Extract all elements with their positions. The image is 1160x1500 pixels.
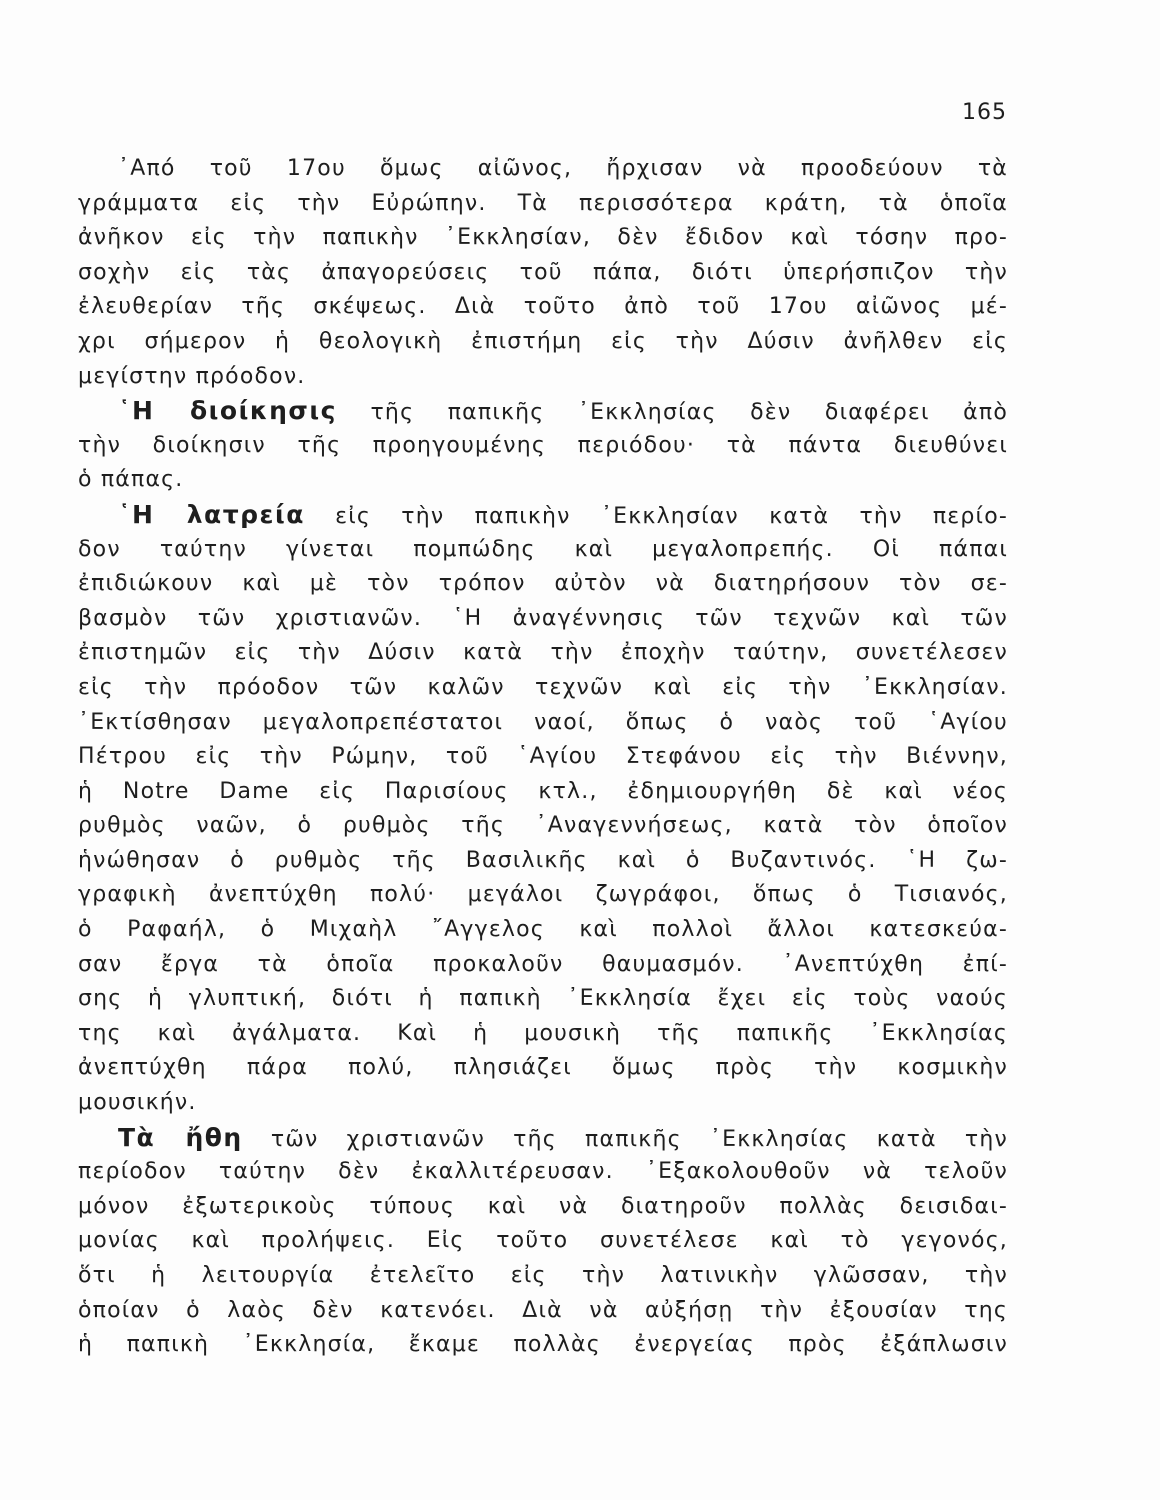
text-run: τῆς παπικῆς ᾿Εκκλησίας δὲν διαφέρει ἀπὸ	[336, 400, 1008, 426]
text-line	[78, 394, 1008, 429]
paragraph-administration	[78, 394, 1008, 498]
paragraph-morals	[78, 1121, 1008, 1363]
text-line: μουσικήν.	[78, 1090, 197, 1116]
section-heading: Τὰ ἤθη	[118, 1122, 243, 1152]
text-line: ἐλευθερίαν τῆς σκέψεως. Διὰ τοῦτο ἀπὸ τοῦ 17ου αἰῶνος μέ-	[78, 294, 1008, 320]
text-line: σοχὴν εἰς τὰς ἀπαγορεύσεις τοῦ πάπα, διότι ὑπερήσπιζον τὴν	[78, 259, 1008, 285]
page-number: 165	[962, 100, 1007, 125]
text-line: ἡνώθησαν ὁ ρυθμὸς τῆς Βασιλικῆς καὶ ὁ Βυζαντινός. ῾Η ζω-	[78, 847, 1008, 873]
text-line: της καὶ ἀγάλματα. Καὶ ἡ μουσικὴ τῆς παπικῆς ᾿Εκκλησίας	[78, 1020, 1008, 1046]
text-line: περίοδον ταύτην δὲν ἐκαλλιτέρευσαν. ᾿Εξακολουθοῦν νὰ τελοῦν	[78, 1159, 1008, 1185]
body-text	[78, 152, 1008, 1363]
text-line: δον ταύτην γίνεται πομπώδης καὶ μεγαλοπρεπής. Οἱ πάπαι	[78, 536, 1008, 562]
text-line: σης ἡ γλυπτική, διότι ἡ παπικὴ ᾿Εκκλησία ἔχει εἰς τοὺς ναούς	[78, 986, 1008, 1012]
text-line: ἀνεπτύχθη πάρα πολύ, πλησιάζει ὅμως πρὸς τὴν κοσμικὴν	[78, 1055, 1008, 1081]
text-line: ἡ παπικὴ ᾿Εκκλησία, ἔκαμε πολλὰς ἐνεργείας πρὸς ἐξάπλωσιν	[78, 1332, 1008, 1358]
section-heading: ῾Η λατρεία	[118, 499, 305, 529]
text-line: μόνον ἐξωτερικοὺς τύπους καὶ νὰ διατηροῦν πολλὰς δεισιδαι-	[78, 1193, 1008, 1219]
text-line: σαν ἔργα τὰ ὁποῖα προκαλοῦν θαυμασμόν. ᾿Ανεπτύχθη ἐπί-	[78, 951, 1008, 977]
text-line: μονίας καὶ προλήψεις. Εἰς τοῦτο συνετέλεσε καὶ τὸ γεγονός,	[78, 1228, 1008, 1254]
text-line: ὅτι ἡ λειτουργία ἐτελεῖτο εἰς τὴν λατινικὴν γλῶσσαν, τὴν	[78, 1263, 1008, 1288]
text-line: γραφικὴ ἀνεπτύχθη πολύ· μεγάλοι ζωγράφοι, ὅπως ὁ Τισιανός,	[78, 882, 1008, 908]
text-run: τῶν χριστιανῶν τῆς παπικῆς ᾿Εκκλησίας κατὰ τὴν	[242, 1126, 1008, 1152]
text-line: ὁποίαν ὁ λαὸς δὲν κατενόει. Διὰ νὰ αὐξήσῃ τὴν ἐξουσίαν της	[78, 1297, 1008, 1323]
text-line: ἀνῆκον εἰς τὴν παπικὴν ᾿Εκκλησίαν, δὲν ἔδιδον καὶ τόσην προ-	[78, 225, 1008, 251]
text-line: ἐπιδιώκουν καὶ μὲ τὸν τρόπον αὐτὸν νὰ διατηρήσουν τὸν σε-	[78, 571, 1008, 597]
text-line	[78, 498, 1008, 533]
text-line: ὁ Ραφαήλ, ὁ Μιχαὴλ ῎Αγγελος καὶ πολλοὶ ἄλλοι κατεσκεύα-	[78, 917, 1008, 943]
text-line: ἐπιστημῶν εἰς τὴν Δύσιν κατὰ τὴν ἐποχὴν ταύτην, συνετέλεσεν	[78, 640, 1008, 666]
text-line: ᾿Εκτίσθησαν μεγαλοπρεπέστατοι ναοί, ὅπως ὁ ναὸς τοῦ ῾Αγίου	[78, 709, 1008, 735]
text-line: βασμὸν τῶν χριστιανῶν. ῾Η ἀναγέννησις τῶν τεχνῶν καὶ τῶν	[78, 605, 1008, 631]
text-line	[78, 1121, 1008, 1156]
paragraph-worship	[78, 498, 1008, 1121]
text-line: Πέτρου εἰς τὴν Ρώμην, τοῦ ῾Αγίου Στεφάνου εἰς τὴν Βιέννην,	[78, 744, 1008, 770]
text-line: ἡ Notre Dame εἰς Παρισίους κτλ., ἐδημιουργήθη δὲ καὶ νέος	[78, 778, 1008, 804]
text-run: εἰς τὴν παπικὴν ᾿Εκκλησίαν κατὰ τὴν περίο-	[304, 503, 1008, 529]
text-line: τὴν διοίκησιν τῆς προηγουμένης περιόδου· τὰ πάντα διευθύνει	[78, 432, 1008, 458]
text-line: ὁ πάπας.	[78, 467, 184, 493]
text-line: χρι σήμερον ἡ θεολογικὴ ἐπιστήμη εἰς τὴν Δύσιν ἀνῆλθεν εἰς	[78, 328, 1008, 354]
text-line: γράμματα εἰς τὴν Εὐρώπην. Τὰ περισσότερα κράτη, τὰ ὁποῖα	[78, 190, 1008, 216]
text-line: ρυθμὸς ναῶν, ὁ ρυθμὸς τῆς ᾿Αναγεννήσεως, κατὰ τὸν ὁποῖον	[78, 813, 1008, 839]
section-heading: ῾Η διοίκησις	[118, 396, 337, 426]
text-line: εἰς τὴν πρόοδον τῶν καλῶν τεχνῶν καὶ εἰς τὴν ᾿Εκκλησίαν.	[78, 674, 1008, 700]
text-line: ᾿Από τοῦ 17ου ὅμως αἰῶνος, ἤρχισαν νὰ προοδεύουν τὰ	[118, 156, 1008, 181]
text-line: μεγίστην πρόοδον.	[78, 363, 306, 389]
paragraph-1	[78, 152, 1008, 394]
